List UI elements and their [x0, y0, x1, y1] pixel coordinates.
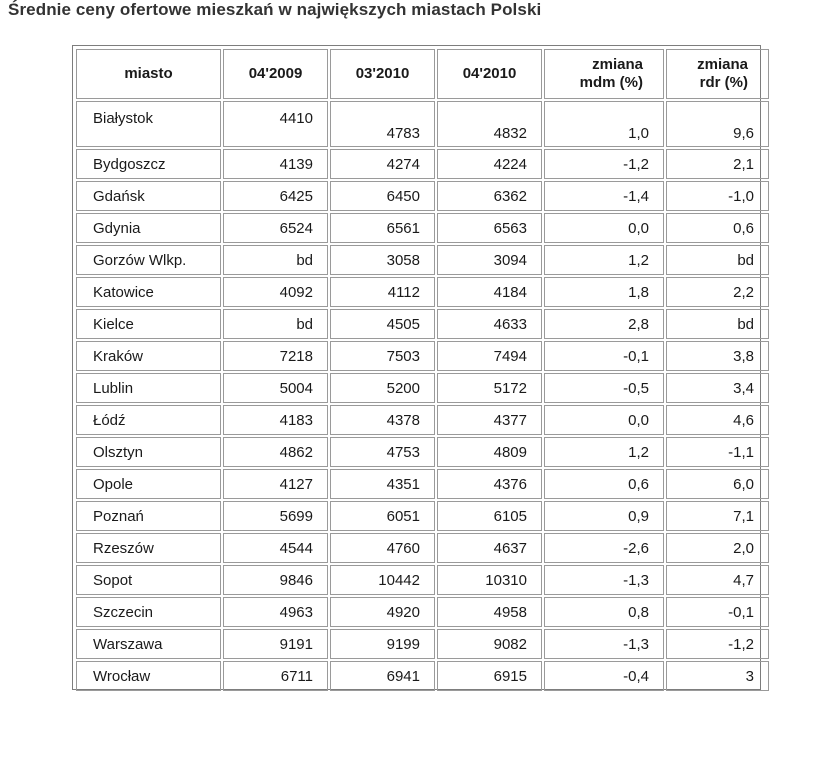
cell-mdm: 1,8	[544, 277, 664, 307]
cell-mar2010: 9199	[330, 629, 435, 659]
cell-mar2010: 4505	[330, 309, 435, 339]
cell-city: Gorzów Wlkp.	[76, 245, 221, 275]
table-row	[76, 373, 769, 403]
table-row	[76, 181, 769, 211]
header-mdm-line1: zmiana	[592, 56, 643, 73]
cell-city: Warszawa	[76, 629, 221, 659]
cell-mar2010: 4760	[330, 533, 435, 563]
cell-apr2010: 4224	[437, 149, 542, 179]
table-row	[76, 597, 769, 627]
cell-rdr: 4,6	[666, 405, 769, 435]
cell-city: Opole	[76, 469, 221, 499]
cell-mdm: -1,3	[544, 565, 664, 595]
cell-city: Kielce	[76, 309, 221, 339]
table-header-row	[76, 49, 769, 99]
table-row	[76, 565, 769, 595]
cell-apr2010: 7494	[437, 341, 542, 371]
table-row	[76, 437, 769, 467]
header-mdm-line2: mdm (%)	[579, 74, 643, 91]
cell-apr2010: 4809	[437, 437, 542, 467]
cell-apr2009: 4183	[223, 405, 328, 435]
cell-mdm: 0,0	[544, 405, 664, 435]
cell-apr2009: 4092	[223, 277, 328, 307]
cell-mar2010: 4351	[330, 469, 435, 499]
cell-apr2009: 4410	[223, 101, 328, 147]
cell-apr2010: 6915	[437, 661, 542, 691]
cell-mar2010: 6051	[330, 501, 435, 531]
cell-city: Kraków	[76, 341, 221, 371]
table-body	[76, 101, 769, 691]
cell-mar2010: 4920	[330, 597, 435, 627]
cell-apr2010: 4832	[437, 101, 542, 147]
cell-mdm: -0,5	[544, 373, 664, 403]
cell-apr2009: bd	[223, 245, 328, 275]
cell-rdr: 3,8	[666, 341, 769, 371]
cell-mar2010: 3058	[330, 245, 435, 275]
cell-rdr: 2,0	[666, 533, 769, 563]
cell-mdm: 0,9	[544, 501, 664, 531]
cell-rdr: 3,4	[666, 373, 769, 403]
cell-rdr: 7,1	[666, 501, 769, 531]
cell-mar2010: 10442	[330, 565, 435, 595]
cell-mar2010: 6941	[330, 661, 435, 691]
table-row	[76, 469, 769, 499]
cell-apr2010: 4377	[437, 405, 542, 435]
cell-rdr: 6,0	[666, 469, 769, 499]
cell-apr2010: 6105	[437, 501, 542, 531]
cell-mdm: 0,0	[544, 213, 664, 243]
cell-apr2009: 4862	[223, 437, 328, 467]
cell-mar2010: 6561	[330, 213, 435, 243]
header-rdr-change	[666, 49, 769, 99]
cell-city: Olsztyn	[76, 437, 221, 467]
cell-mar2010: 4753	[330, 437, 435, 467]
cell-apr2009: 9191	[223, 629, 328, 659]
cell-apr2009: 5699	[223, 501, 328, 531]
cell-rdr: -1,2	[666, 629, 769, 659]
cell-apr2009: 4544	[223, 533, 328, 563]
cell-city: Szczecin	[76, 597, 221, 627]
header-apr2009: 04'2009	[223, 49, 328, 99]
cell-mar2010: 5200	[330, 373, 435, 403]
cell-city: Wrocław	[76, 661, 221, 691]
price-table	[74, 47, 771, 693]
table-row	[76, 101, 769, 147]
cell-apr2010: 6563	[437, 213, 542, 243]
cell-rdr: 0,6	[666, 213, 769, 243]
cell-rdr: -0,1	[666, 597, 769, 627]
price-table-frame	[72, 45, 761, 690]
cell-rdr: bd	[666, 309, 769, 339]
cell-apr2009: 6425	[223, 181, 328, 211]
cell-city: Łódź	[76, 405, 221, 435]
cell-mdm: 1,2	[544, 245, 664, 275]
cell-rdr: 4,7	[666, 565, 769, 595]
table-row	[76, 245, 769, 275]
cell-city: Katowice	[76, 277, 221, 307]
cell-mdm: -0,4	[544, 661, 664, 691]
table-row	[76, 661, 769, 691]
cell-city: Gdynia	[76, 213, 221, 243]
cell-mdm: -1,4	[544, 181, 664, 211]
header-rdr-line1: zmiana	[697, 56, 748, 73]
cell-mdm: 1,0	[544, 101, 664, 147]
cell-mar2010: 4112	[330, 277, 435, 307]
cell-city: Poznań	[76, 501, 221, 531]
cell-rdr: -1,0	[666, 181, 769, 211]
cell-rdr: 9,6	[666, 101, 769, 147]
table-row	[76, 309, 769, 339]
cell-mdm: 0,8	[544, 597, 664, 627]
cell-mar2010: 7503	[330, 341, 435, 371]
cell-mdm: 0,6	[544, 469, 664, 499]
cell-mdm: 2,8	[544, 309, 664, 339]
table-row	[76, 277, 769, 307]
cell-apr2009: 6711	[223, 661, 328, 691]
table-row	[76, 501, 769, 531]
cell-mar2010: 4274	[330, 149, 435, 179]
cell-mdm: -2,6	[544, 533, 664, 563]
cell-apr2010: 4637	[437, 533, 542, 563]
cell-rdr: bd	[666, 245, 769, 275]
cell-apr2010: 9082	[437, 629, 542, 659]
cell-mar2010: 4783	[330, 101, 435, 147]
table-row	[76, 629, 769, 659]
cell-city: Białystok	[76, 101, 221, 147]
cell-city: Gdańsk	[76, 181, 221, 211]
cell-mdm: -1,2	[544, 149, 664, 179]
cell-rdr: 3	[666, 661, 769, 691]
cell-apr2009: 6524	[223, 213, 328, 243]
header-rdr-line2: rdr (%)	[699, 74, 748, 91]
cell-city: Rzeszów	[76, 533, 221, 563]
cell-mdm: -0,1	[544, 341, 664, 371]
cell-apr2009: 9846	[223, 565, 328, 595]
table-row	[76, 341, 769, 371]
cell-apr2010: 3094	[437, 245, 542, 275]
cell-apr2010: 5172	[437, 373, 542, 403]
cell-apr2009: 4963	[223, 597, 328, 627]
cell-apr2010: 10310	[437, 565, 542, 595]
table-row	[76, 405, 769, 435]
cell-apr2010: 4633	[437, 309, 542, 339]
cell-rdr: 2,2	[666, 277, 769, 307]
cell-apr2009: 5004	[223, 373, 328, 403]
cell-apr2009: 4127	[223, 469, 328, 499]
cell-apr2009: bd	[223, 309, 328, 339]
cell-mar2010: 4378	[330, 405, 435, 435]
cell-city: Sopot	[76, 565, 221, 595]
cell-apr2010: 4184	[437, 277, 542, 307]
cell-city: Bydgoszcz	[76, 149, 221, 179]
cell-mar2010: 6450	[330, 181, 435, 211]
cell-rdr: 2,1	[666, 149, 769, 179]
cell-apr2010: 4376	[437, 469, 542, 499]
table-row	[76, 149, 769, 179]
cell-apr2009: 7218	[223, 341, 328, 371]
header-city: miasto	[76, 49, 221, 99]
cell-apr2009: 4139	[223, 149, 328, 179]
cell-mdm: -1,3	[544, 629, 664, 659]
header-mar2010: 03'2010	[330, 49, 435, 99]
cell-rdr: -1,1	[666, 437, 769, 467]
header-apr2010: 04'2010	[437, 49, 542, 99]
cell-apr2010: 4958	[437, 597, 542, 627]
table-row	[76, 533, 769, 563]
page-title: Średnie ceny ofertowe mieszkań w największych miastach Polski	[8, 0, 542, 19]
cell-city: Lublin	[76, 373, 221, 403]
cell-mdm: 1,2	[544, 437, 664, 467]
table-row	[76, 213, 769, 243]
header-mdm-change	[544, 49, 664, 99]
cell-apr2010: 6362	[437, 181, 542, 211]
